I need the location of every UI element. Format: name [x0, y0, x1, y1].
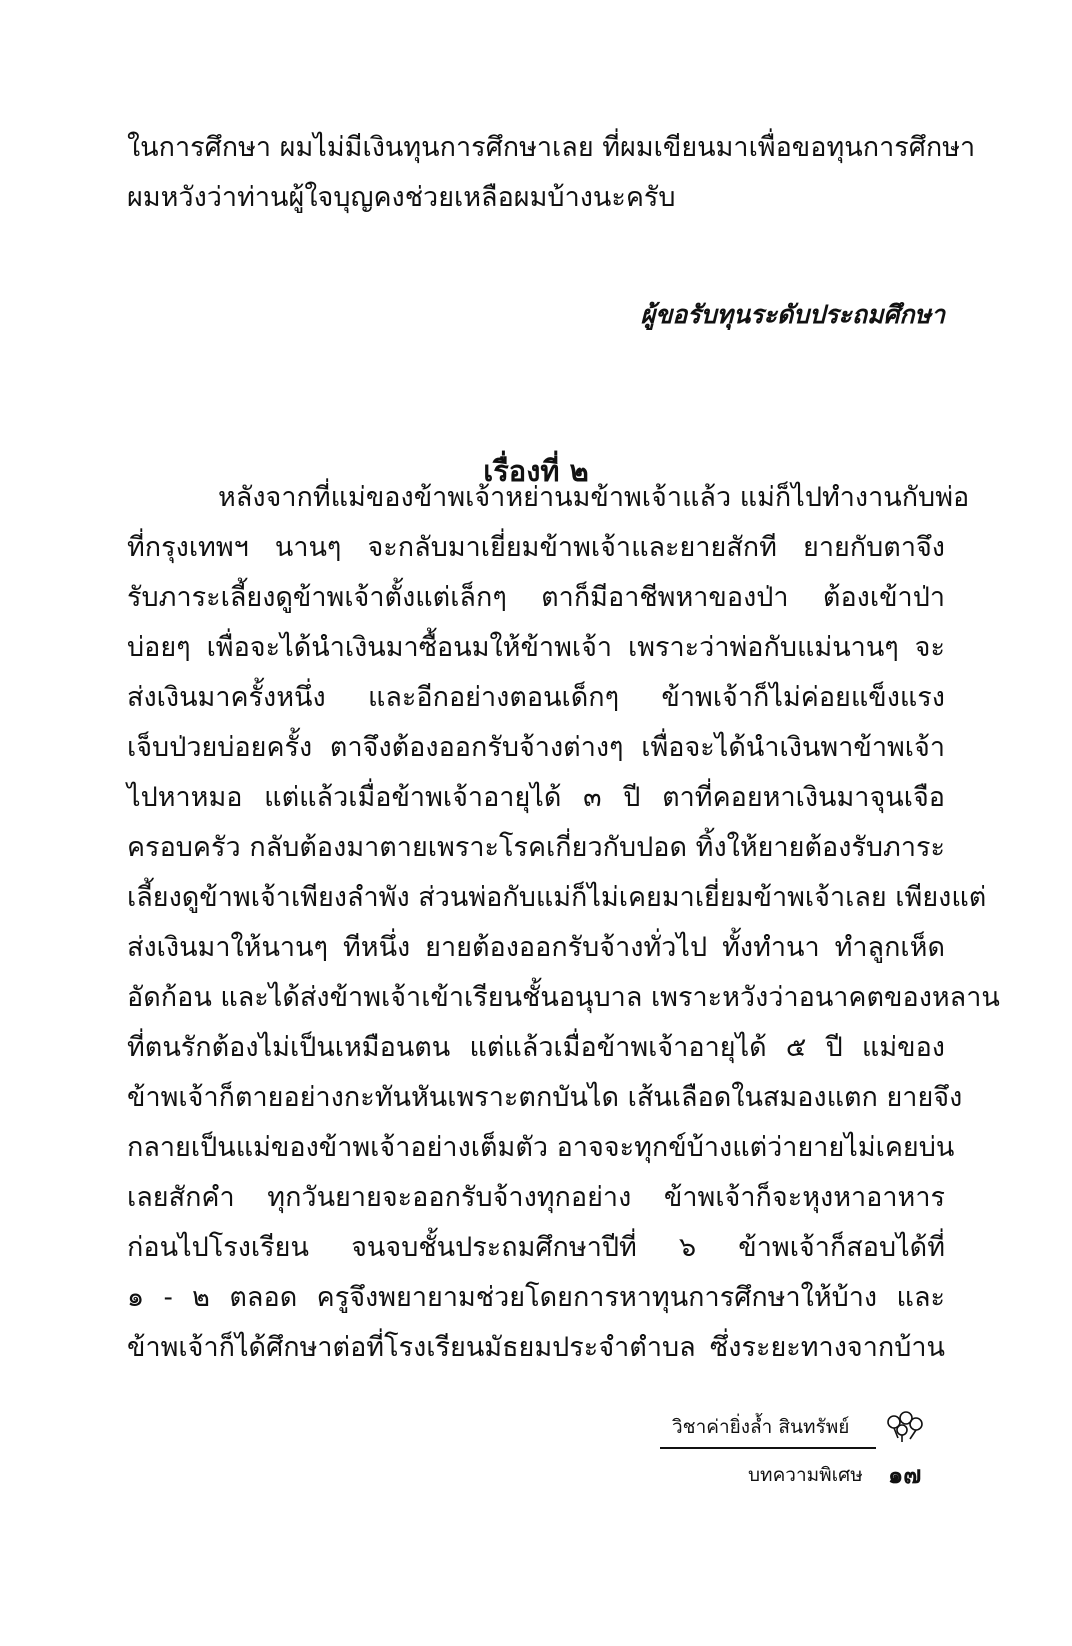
- story-line-7: ไปหาหมอ แต่แล้วเมื่อข้าพเจ้าอายุได้ ๓ ปี ตาที่คอยหาเงินมาจุนเจือ: [127, 782, 945, 813]
- story-line-4: บ่อยๆ เพื่อจะได้นำเงินมาซื้อนมให้ข้าพเจ้า เพราะว่าพ่อกับแม่นานๆ จะ: [127, 632, 945, 663]
- intro-line-2: ผมหวังว่าท่านผู้ใจบุญคงช่วยเหลือผมบ้างนะครับ: [127, 182, 676, 213]
- page-number: ๑๗: [888, 1461, 922, 1489]
- signature: ผู้ขอรับทุนระดับประถมศึกษา: [640, 300, 945, 329]
- footer-title: วิชาค่ายิ่งล้ำ สินทรัพย์: [672, 1416, 850, 1438]
- story-line-2: ที่กรุงเทพฯ นานๆ จะกลับมาเยี่ยมข้าพเจ้าและยายสักที ยายกับตาจึง: [127, 532, 945, 563]
- intro-line-1: ในการศึกษา ผมไม่มีเงินทุนการศึกษาเลย ที่ผมเขียนมาเพื่อขอทุนการศึกษา: [127, 132, 976, 163]
- story-line-17: ๑ - ๒ ตลอด ครูจึงพยายามช่วยโดยการหาทุนการศึกษาให้บ้าง และ: [127, 1282, 945, 1313]
- story-line-16: ก่อนไปโรงเรียน จนจบชั้นประถมศึกษาปีที่ ๖ ข้าพเจ้าก็สอบได้ที่: [127, 1232, 945, 1263]
- story-line-11: อัดก้อน และได้ส่งข้าพเจ้าเข้าเรียนชั้นอนุบาล เพราะหวังว่าอนาคตของหลาน: [127, 982, 1000, 1013]
- story-line-18: ข้าพเจ้าก็ได้ศึกษาต่อที่โรงเรียนมัธยมประจำตำบล ซึ่งระยะทางจากบ้าน: [127, 1332, 945, 1363]
- section-title: เรื่องที่ ๒: [483, 454, 589, 488]
- story-line-3: รับภาระเลี้ยงดูข้าพเจ้าตั้งแต่เล็กๆ ตาก็มีอาชีพหาของป่า ต้องเข้าป่า: [127, 582, 945, 613]
- story-line-13: ข้าพเจ้าก็ตายอย่างกะทันหันเพราะตกบันได เส้นเลือดในสมองแตก ยายจึง: [127, 1082, 963, 1113]
- story-line-1: หลังจากที่แม่ของข้าพเจ้าหย่านมข้าพเจ้าแล้ว แม่ก็ไปทำงานกับพ่อ: [218, 482, 970, 513]
- story-line-6: เจ็บป่วยบ่อยครั้ง ตาจึงต้องออกรับจ้างต่างๆ เพื่อจะได้นำเงินพาข้าพเจ้า: [127, 732, 945, 763]
- footer-divider: [660, 1447, 876, 1449]
- story-line-15: เลยสักคำ ทุกวันยายจะออกรับจ้างทุกอย่าง ข้าพเจ้าก็จะหุงหาอาหาร: [127, 1182, 945, 1213]
- flower-logo-icon: [880, 1408, 928, 1444]
- story-line-10: ส่งเงินมาให้นานๆ ทีหนึ่ง ยายต้องออกรับจ้างทั่วไป ทั้งทำนา ทำลูกเห็ด: [127, 932, 945, 963]
- story-line-8: ครอบครัว กลับต้องมาตายเพราะโรคเกี่ยวกับปอด ทิ้งให้ยายต้องรับภาระ: [127, 832, 945, 863]
- story-line-14: กลายเป็นแม่ของข้าพเจ้าอย่างเต็มตัว อาจจะทุกข์บ้างแต่ว่ายายไม่เคยบ่น: [127, 1132, 955, 1163]
- story-line-12: ที่ตนรักต้องไม่เป็นเหมือนตน แต่แล้วเมื่อข้าพเจ้าอายุได้ ๕ ปี แม่ของ: [127, 1032, 945, 1063]
- story-line-5: ส่งเงินมาครั้งหนึ่ง และอีกอย่างตอนเด็กๆ ข้าพเจ้าก็ไม่ค่อยแข็งแรง: [127, 682, 945, 713]
- story-line-9: เลี้ยงดูข้าพเจ้าเพียงลำพัง ส่วนพ่อกับแม่ก็ไม่เคยมาเยี่ยมข้าพเจ้าเลย เพียงแต่: [127, 882, 987, 913]
- footer-section-label: บทความพิเศษ: [748, 1464, 863, 1486]
